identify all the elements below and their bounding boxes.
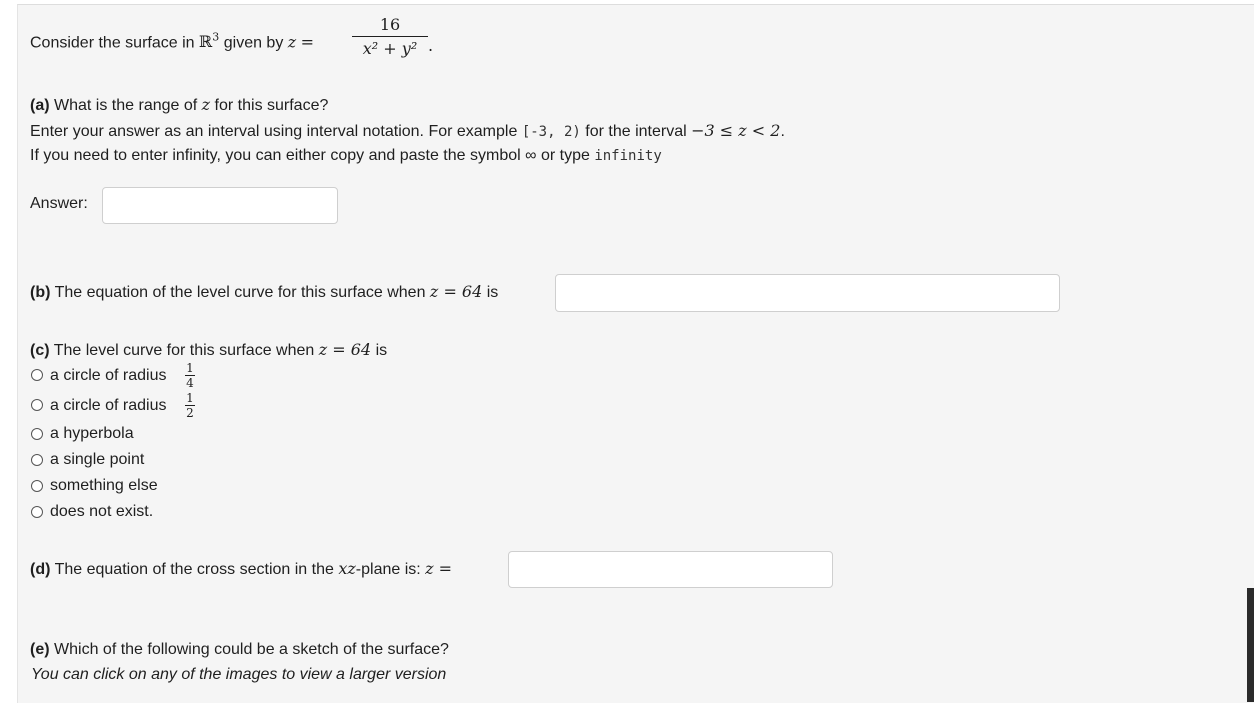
radio-does-not-exist[interactable]: [31, 506, 43, 518]
scrollbar-thumb[interactable]: [1247, 588, 1254, 702]
radio-circle-quarter[interactable]: [31, 369, 43, 381]
part-a-question: (a) What is the range of z for this surface?: [30, 95, 329, 114]
part-a-infinity-note: If you need to enter infinity, you can either copy and paste the symbol ∞ or type infinity: [30, 147, 662, 164]
intro-text: Consider the surface in: [30, 34, 195, 52]
part-b-math: z = 64: [429, 282, 483, 301]
part-a-label: (a): [30, 97, 50, 114]
part-d-label: (d): [30, 561, 51, 578]
radio-circle-half[interactable]: [31, 399, 43, 411]
part-e-hint: You can click on any of the images to view a larger version: [31, 666, 447, 683]
intro-z: z: [287, 32, 297, 52]
part-b-question: (b) The equation of the level curve for this surface when z = 64 is: [30, 282, 499, 301]
intro-eq: =: [300, 32, 315, 52]
part-a-instructions: Enter your answer as an interval using interval notation. For example [-3, 2) for the interval −3 ≤ z < 2.: [30, 121, 785, 140]
radio-hyperbola[interactable]: [31, 428, 43, 440]
example-math: −3 ≤ z < 2: [691, 121, 781, 140]
part-d-question: (d) The equation of the cross section in the xz-plane is: z =: [30, 559, 453, 578]
fraction-numerator: 16: [352, 14, 428, 37]
part-c-label: (c): [30, 342, 50, 359]
option-label: does not exist.: [50, 503, 154, 520]
option-label: something else: [50, 477, 158, 494]
part-b-label: (b): [30, 284, 51, 301]
option-label: a hyperbola: [50, 425, 134, 442]
part-d-plane: xz: [338, 559, 356, 578]
option-label: a circle of radius: [50, 367, 167, 384]
option-fraction: $\frac{1}{4}$: [186, 361, 194, 390]
option-label: a circle of radius: [50, 397, 167, 414]
answer-label: Answer:: [30, 195, 88, 212]
radio-something-else[interactable]: [31, 480, 43, 492]
part-d-math: z =: [425, 559, 453, 578]
fraction-denominator: x² + y²: [362, 39, 418, 58]
intro-line: [30, 31, 314, 52]
example-code: [-3, 2): [521, 124, 581, 140]
intro-r3: ℝ$^3$: [198, 31, 220, 52]
part-e-label: (e): [30, 641, 50, 658]
option-fraction: $\frac{1}{2}$: [186, 391, 194, 420]
option-label: a single point: [50, 451, 145, 468]
intro-period: .: [428, 36, 434, 55]
infinity-code: infinity: [594, 148, 662, 164]
part-e-question: (e) Which of the following could be a sketch of the surface?: [30, 641, 449, 658]
part-c-math: z = 64: [318, 340, 372, 359]
intro-text-2: given by: [223, 34, 284, 52]
part-d-answer-input[interactable]: [508, 551, 833, 588]
radio-single-point[interactable]: [31, 454, 43, 466]
intro-fraction: [352, 14, 428, 59]
part-a-answer-input[interactable]: [102, 187, 338, 224]
part-c-question: (c) The level curve for this surface when z = 64 is: [30, 340, 388, 359]
part-b-answer-input[interactable]: [555, 274, 1060, 312]
